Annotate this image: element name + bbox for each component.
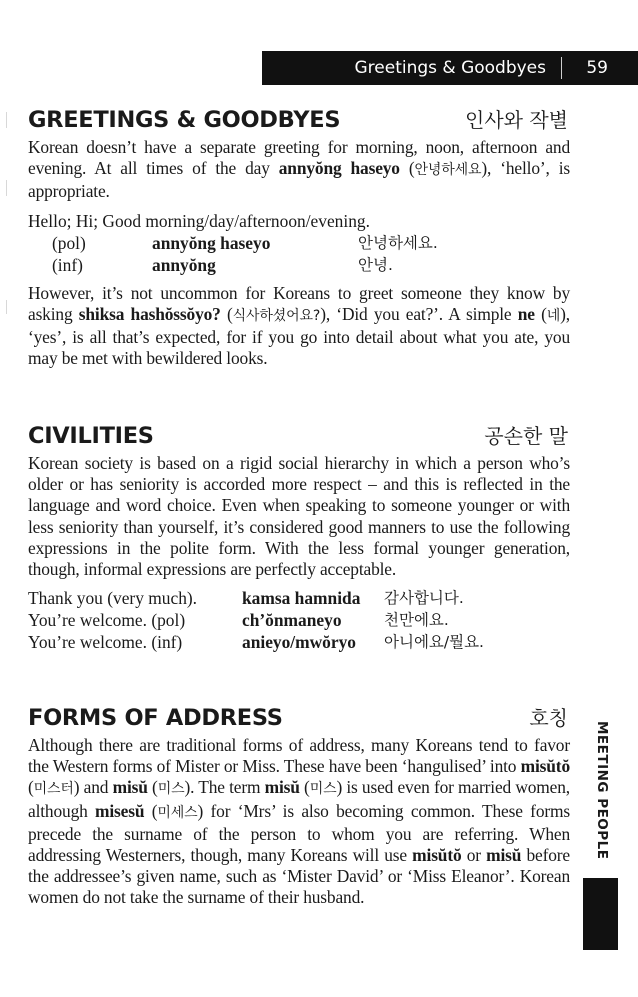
english-phrase: You’re welcome. (inf) bbox=[28, 632, 183, 653]
text-run: ) for ‘Mrs’ is also becoming common. These forms precede the surname of the person to whom you are referring. When addressing Westerners, though, many Koreans will use bbox=[28, 800, 570, 866]
section-title-korean: 공손한 말 bbox=[484, 424, 568, 448]
korean-script: 천만에요. bbox=[384, 611, 449, 630]
section-heading bbox=[28, 420, 570, 450]
header-divider bbox=[561, 57, 562, 79]
romanization: kamsa hamnida bbox=[242, 588, 361, 609]
korean-script: 미스 bbox=[157, 781, 185, 798]
english-phrase: You’re welcome. (pol) bbox=[28, 610, 186, 631]
romanized-term: misŭ bbox=[264, 777, 300, 798]
text-run: ( bbox=[147, 777, 158, 798]
korean-script: 안녕. bbox=[358, 255, 393, 274]
korean-script: 미스 bbox=[309, 781, 337, 798]
text-run: ), ‘Did you eat?’. A simple bbox=[320, 303, 518, 324]
did-you-eat-paragraph bbox=[28, 283, 570, 370]
text-run: or bbox=[461, 845, 487, 866]
text-run: before the addressee’s given name, such as ‘Mister David’ or ‘Miss Eleanor’. Korean women do not take the surname of their husband. bbox=[28, 845, 570, 908]
romanized-term: misesŭ bbox=[95, 800, 145, 821]
text-run: ) is used even for married women, although bbox=[28, 777, 570, 821]
romanized-term: misŭ bbox=[486, 845, 522, 866]
text-run: ), ‘yes’, is all that’s expected, for if you go into detail about what you ate, you may be met with bewildered looks. bbox=[28, 303, 570, 369]
korean-script: 감사합니다. bbox=[384, 589, 464, 608]
text-run: ) and bbox=[73, 777, 113, 798]
register-label: (pol) bbox=[52, 232, 86, 253]
korean-script: 식사하셨어요? bbox=[232, 307, 321, 324]
section-title: GREETINGS & GOODBYES bbox=[28, 107, 341, 133]
margin-mark bbox=[6, 180, 7, 196]
section-title-korean: 인사와 작별 bbox=[465, 108, 568, 132]
hello-phrase-label: Hello; Hi; Good morning/day/afternoon/evening. bbox=[28, 210, 370, 231]
section-title-korean: 호칭 bbox=[529, 706, 568, 730]
english-phrase: Thank you (very much). bbox=[28, 588, 198, 609]
korean-script: 안녕하세요. bbox=[358, 233, 438, 252]
section-heading bbox=[28, 702, 570, 732]
page-number: 59 bbox=[586, 58, 608, 78]
phrase-row bbox=[28, 232, 570, 254]
phrase-row bbox=[28, 254, 570, 276]
text-run: ( bbox=[28, 777, 34, 798]
korean-script: 안녕하세요 bbox=[414, 162, 482, 179]
thumb-tab bbox=[583, 878, 618, 950]
text-run: ( bbox=[534, 303, 547, 324]
romanized-term: shiksa hashŏssŏyo? bbox=[78, 303, 221, 324]
text-run: ). The term bbox=[184, 777, 265, 798]
greetings-section bbox=[28, 104, 570, 369]
phrase-row bbox=[28, 631, 570, 653]
civilities-section bbox=[28, 420, 570, 653]
phrase-row bbox=[28, 587, 570, 609]
margin-mark bbox=[6, 112, 7, 128]
register-label: (inf) bbox=[52, 254, 83, 275]
text-run: ( bbox=[299, 777, 310, 798]
romanized-term: annyŏng haseyo bbox=[278, 158, 400, 179]
text-run: ( bbox=[399, 158, 415, 179]
korean-script: 아니에요/뭘요. bbox=[384, 633, 484, 652]
romanized-term: ne bbox=[517, 303, 535, 324]
korean-script: 미스터 bbox=[33, 781, 74, 798]
romanization: anieyo/mwŏryo bbox=[242, 632, 356, 653]
romanization: ch’ŏnmaneyo bbox=[242, 610, 342, 631]
running-header-title: Greetings & Goodbyes bbox=[354, 58, 546, 78]
text-run: ), ‘hello’, is appropriate. bbox=[28, 158, 570, 202]
greetings-intro bbox=[28, 137, 570, 203]
civilities-paragraph bbox=[28, 453, 570, 580]
margin-mark bbox=[6, 300, 7, 314]
text-run: However, it’s not uncommon for Koreans to greet someone they know by asking bbox=[28, 282, 570, 324]
text-run: ( bbox=[144, 800, 158, 821]
text-run: Korean doesn’t have a separate greeting for morning, noon, afternoon and evening. At all times of the day bbox=[28, 137, 570, 179]
romanization: annyŏng bbox=[152, 254, 216, 275]
text-run: ( bbox=[220, 303, 233, 324]
korean-script: 네 bbox=[546, 307, 561, 324]
thumb-tab-label: MEETING PEOPLE bbox=[594, 720, 610, 860]
text-run: Although there are traditional forms of address, many Koreans tend to favor the Western forms of Mister or Miss. These have been ‘hangulised’ into bbox=[28, 735, 570, 777]
forms-paragraph bbox=[28, 735, 570, 909]
romanized-term: misŭ bbox=[112, 777, 148, 798]
section-heading bbox=[28, 104, 570, 134]
section-title: FORMS OF ADDRESS bbox=[28, 705, 283, 731]
romanized-term: misŭtŏ bbox=[412, 845, 462, 866]
korean-script: 미세스 bbox=[157, 804, 198, 821]
romanized-term: misŭtŏ bbox=[520, 756, 570, 777]
phrase-row bbox=[28, 609, 570, 631]
romanization: annyŏng haseyo bbox=[152, 232, 271, 253]
forms-of-address-section bbox=[28, 702, 570, 909]
section-title: CIVILITIES bbox=[28, 423, 154, 449]
text-run: Korean society is based on a rigid social hierarchy in which a person who’s older or has seniority is accorded more respect – and this is reflected in the language and word choice. Even when speaking to someone younger or with less seniority than yourself, it’s considered good manners to use the following expressions in the polite form. With the less formal younger generation, though, informal expressions are perfectly acceptable. bbox=[28, 453, 570, 580]
running-header bbox=[262, 51, 638, 85]
